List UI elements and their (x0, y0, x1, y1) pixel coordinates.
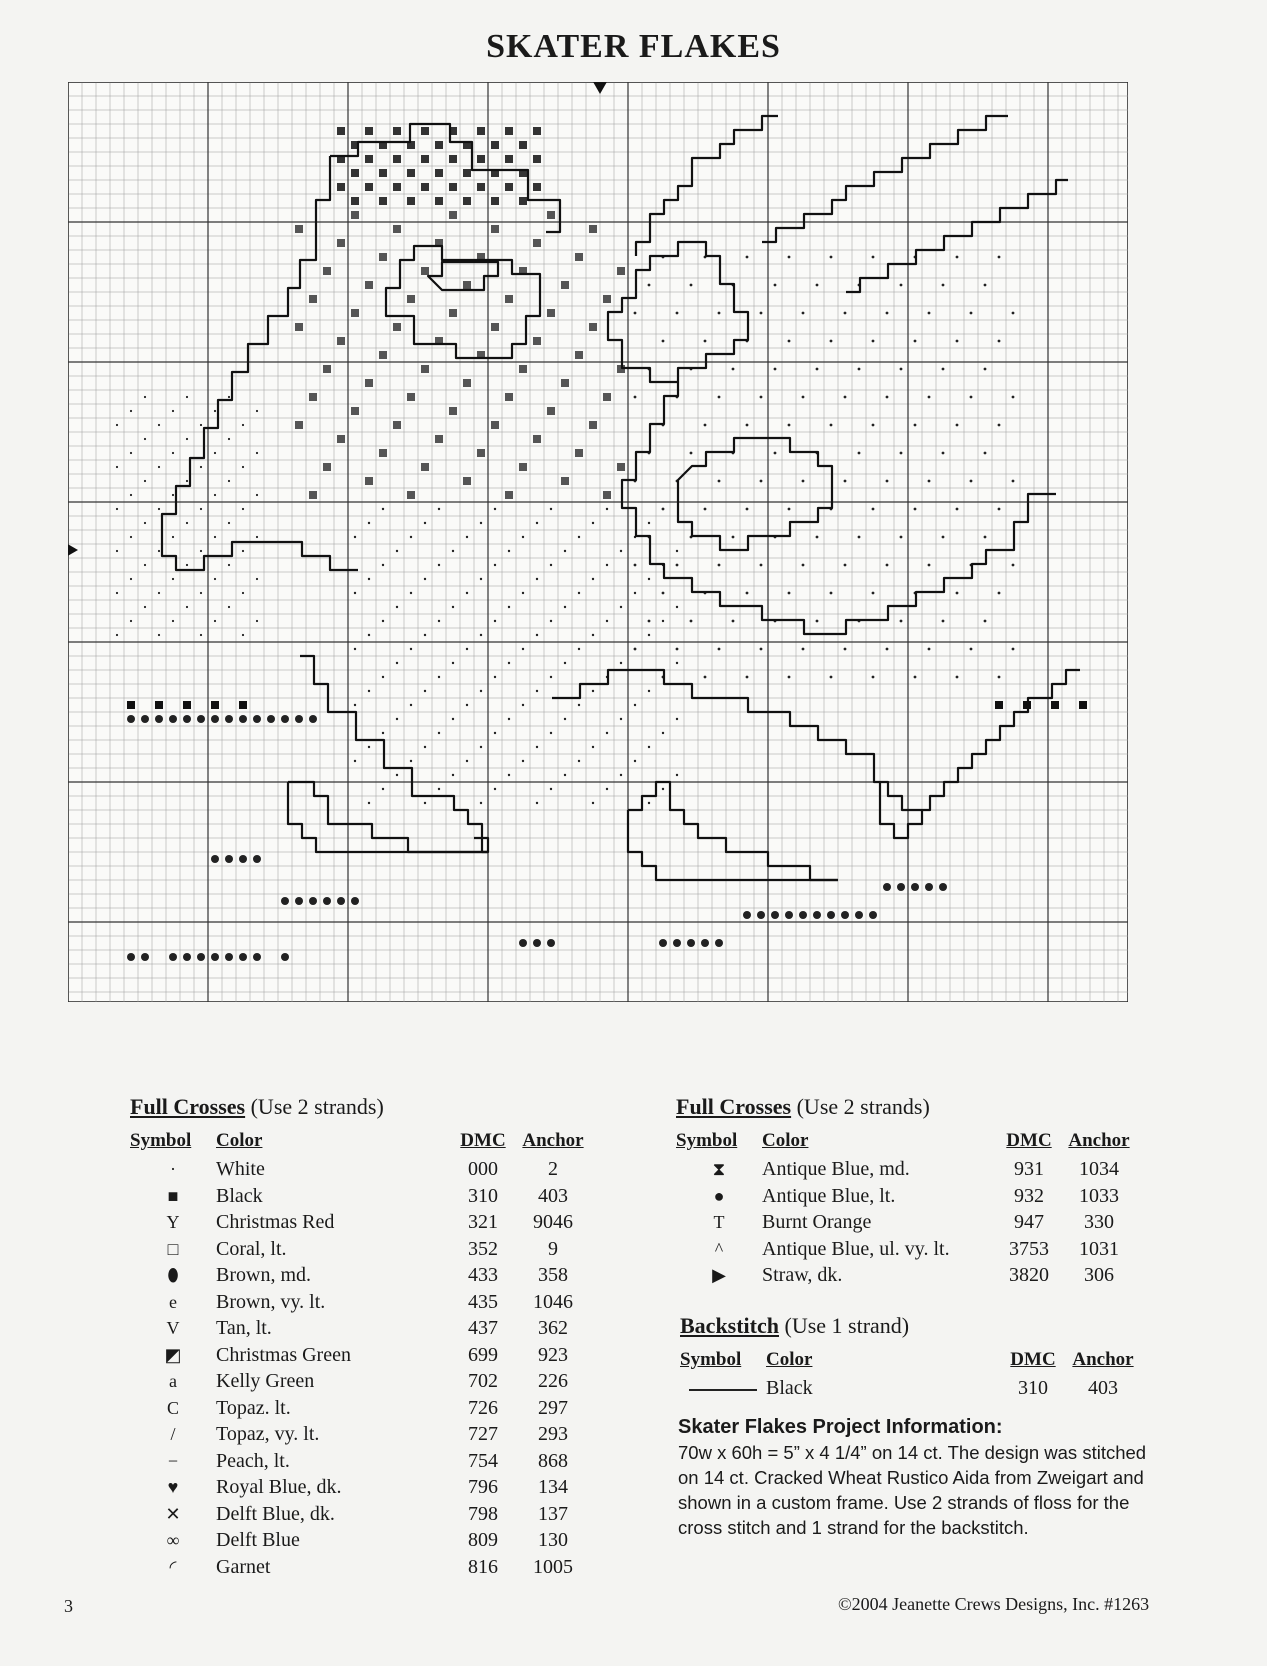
anchor-number: 134 (538, 1476, 568, 1498)
anchor-number: 137 (538, 1502, 568, 1525)
dmc-number: 352 (468, 1237, 498, 1260)
dmc-number: 798 (468, 1502, 498, 1525)
col-symbol: Symbol (680, 1349, 742, 1370)
table-row (130, 1421, 588, 1448)
dmc-number: 809 (468, 1529, 498, 1551)
symbol-icon: □ (167, 1238, 179, 1259)
dmc-number: 3753 (1009, 1237, 1049, 1260)
symbol-icon: ∞ (166, 1530, 180, 1550)
symbol-icon: ⧗ (712, 1159, 726, 1179)
color-name: Coral, lt. (216, 1237, 287, 1260)
symbol-icon: a (169, 1371, 177, 1391)
table-row (130, 1554, 588, 1581)
anchor-number: 306 (1084, 1264, 1114, 1286)
table-row (130, 1183, 588, 1210)
dmc-number: 000 (468, 1158, 498, 1180)
color-name: Brown, vy. lt. (216, 1290, 326, 1313)
symbol-icon: · (170, 1159, 176, 1179)
dmc-number: 433 (468, 1264, 498, 1286)
copyright: ©2004 Jeanette Crews Designs, Inc. #1263 (838, 1594, 1150, 1614)
full-crosses-legend-right (676, 1094, 1134, 1289)
col-symbol: Symbol (130, 1130, 192, 1151)
dmc-number: 435 (468, 1290, 498, 1313)
col-dmc: DMC (1006, 1130, 1052, 1151)
table-row (130, 1527, 588, 1554)
color-name: Straw, dk. (762, 1264, 843, 1286)
anchor-number: 130 (538, 1529, 568, 1551)
table-row (676, 1156, 1134, 1183)
color-name: Peach, lt. (216, 1449, 290, 1472)
symbol-icon: T (713, 1212, 725, 1232)
anchor-number: 403 (1088, 1377, 1118, 1399)
page-title: SKATER FLAKES (486, 28, 781, 65)
dmc-number: 727 (468, 1423, 498, 1445)
table-row (130, 1209, 588, 1236)
color-name: Royal Blue, dk. (216, 1476, 342, 1498)
table-row (130, 1315, 588, 1342)
table-row (676, 1209, 1134, 1236)
table-row (130, 1501, 588, 1528)
cross-stitch-chart (68, 82, 1128, 1002)
dmc-number: 726 (468, 1396, 498, 1419)
col-dmc: DMC (460, 1130, 506, 1151)
anchor-number: 9046 (533, 1211, 573, 1233)
color-name: White (216, 1158, 265, 1180)
legend-heading: Full Crosses (Use 2 strands) (130, 1094, 384, 1119)
anchor-number: 9 (548, 1237, 558, 1260)
dmc-number: 931 (1014, 1158, 1044, 1180)
col-anchor: Anchor (1072, 1349, 1134, 1370)
dmc-number: 796 (468, 1476, 498, 1498)
anchor-number: 358 (538, 1264, 568, 1286)
table-row (676, 1183, 1134, 1210)
anchor-number: 1034 (1079, 1158, 1119, 1180)
table-row (130, 1262, 588, 1289)
project-info-heading: Skater Flakes Project Information: (678, 1416, 1003, 1438)
color-name: Black (766, 1377, 813, 1399)
col-color: Color (216, 1130, 263, 1151)
dmc-number: 947 (1014, 1211, 1044, 1233)
project-info-text: 70w x 60h = 5” x 4 1/4” on 14 ct. The design was stitched on 14 ct. Cracked Wheat Rustico Aida from Zweigart and shown in a custom frame. Use 2 strands of floss for the cross stitch and 1 strand for the backstitch. (678, 1442, 1147, 1538)
dmc-number: 437 (468, 1317, 498, 1339)
anchor-number: 923 (538, 1343, 568, 1366)
dmc-number: 310 (1018, 1377, 1048, 1399)
table-row (130, 1474, 588, 1501)
dmc-number: 699 (468, 1343, 498, 1366)
backstitch-heading: Backstitch (Use 1 strand) (680, 1313, 910, 1338)
table-row (676, 1236, 1134, 1263)
anchor-number: 226 (538, 1370, 568, 1392)
table-row (130, 1395, 588, 1422)
symbol-icon: ⬮ (167, 1265, 179, 1285)
table-row (130, 1156, 588, 1183)
color-name: Brown, md. (216, 1264, 311, 1286)
full-crosses-legend-left (130, 1094, 588, 1580)
anchor-number: 2 (548, 1158, 558, 1180)
col-color: Color (766, 1349, 813, 1370)
backstitch-line-icon (680, 1375, 766, 1402)
anchor-number: 1005 (533, 1555, 573, 1578)
color-name: Topaz. lt. (216, 1396, 291, 1419)
symbol-icon: ▶ (712, 1265, 726, 1285)
table-row (130, 1289, 588, 1316)
symbol-icon: ♥ (167, 1477, 179, 1497)
backstitch-table (680, 1349, 1138, 1402)
color-name: Delft Blue (216, 1529, 300, 1551)
dmc-number: 321 (468, 1211, 498, 1233)
symbol-icon: ◩ (164, 1344, 182, 1365)
anchor-number: 293 (538, 1423, 568, 1445)
table-row (680, 1375, 1138, 1402)
legend-table (676, 1130, 1134, 1289)
symbol-icon: ■ (167, 1185, 179, 1206)
color-name: Burnt Orange (762, 1211, 872, 1233)
symbol-icon: − (167, 1450, 179, 1471)
symbol-icon: ● (713, 1185, 725, 1206)
table-row (130, 1368, 588, 1395)
symbol-icon: e (169, 1291, 177, 1312)
color-name: Topaz, vy. lt. (216, 1423, 320, 1445)
color-name: Antique Blue, md. (762, 1158, 910, 1180)
dmc-number: 310 (468, 1184, 498, 1207)
table-row (676, 1262, 1134, 1289)
symbol-icon: ✕ (165, 1503, 181, 1524)
anchor-number: 403 (538, 1184, 568, 1207)
color-name: Delft Blue, dk. (216, 1502, 335, 1525)
anchor-number: 1046 (533, 1290, 573, 1313)
page-number: 3 (64, 1596, 73, 1616)
col-color: Color (762, 1130, 809, 1151)
legend-heading: Full Crosses (Use 2 strands) (676, 1094, 930, 1119)
color-name: Christmas Green (216, 1343, 351, 1366)
color-name: Black (216, 1184, 263, 1207)
backstitch-legend (680, 1313, 1138, 1402)
project-information (678, 1415, 1168, 1540)
col-dmc: DMC (1010, 1349, 1056, 1370)
col-anchor: Anchor (522, 1130, 584, 1151)
anchor-number: 1031 (1079, 1237, 1119, 1260)
anchor-number: 297 (538, 1396, 568, 1419)
dmc-number: 932 (1014, 1184, 1044, 1207)
symbol-icon: V (166, 1318, 180, 1338)
color-name: Christmas Red (216, 1211, 335, 1233)
color-name: Tan, lt. (216, 1317, 272, 1339)
anchor-number: 868 (538, 1449, 568, 1472)
legend-table (130, 1130, 588, 1580)
dmc-number: 754 (468, 1449, 498, 1472)
color-name: Antique Blue, lt. (762, 1184, 896, 1207)
table-row (130, 1342, 588, 1369)
dmc-number: 702 (468, 1370, 498, 1392)
col-anchor: Anchor (1068, 1130, 1130, 1151)
symbol-icon: ^ (714, 1238, 724, 1259)
color-name: Kelly Green (216, 1370, 315, 1392)
symbol-icon: / (170, 1424, 176, 1444)
col-symbol: Symbol (676, 1130, 738, 1151)
dmc-number: 816 (468, 1555, 498, 1578)
color-name: Antique Blue, ul. vy. lt. (762, 1237, 950, 1260)
table-row (130, 1236, 588, 1263)
anchor-number: 1033 (1079, 1184, 1119, 1207)
symbol-icon: ◜ (169, 1556, 177, 1577)
table-row (130, 1448, 588, 1475)
color-name: Garnet (216, 1555, 271, 1578)
symbol-icon: Y (166, 1212, 180, 1232)
anchor-number: 362 (538, 1317, 568, 1339)
dmc-number: 3820 (1009, 1264, 1049, 1286)
symbol-icon: C (166, 1397, 179, 1418)
anchor-number: 330 (1084, 1211, 1114, 1233)
